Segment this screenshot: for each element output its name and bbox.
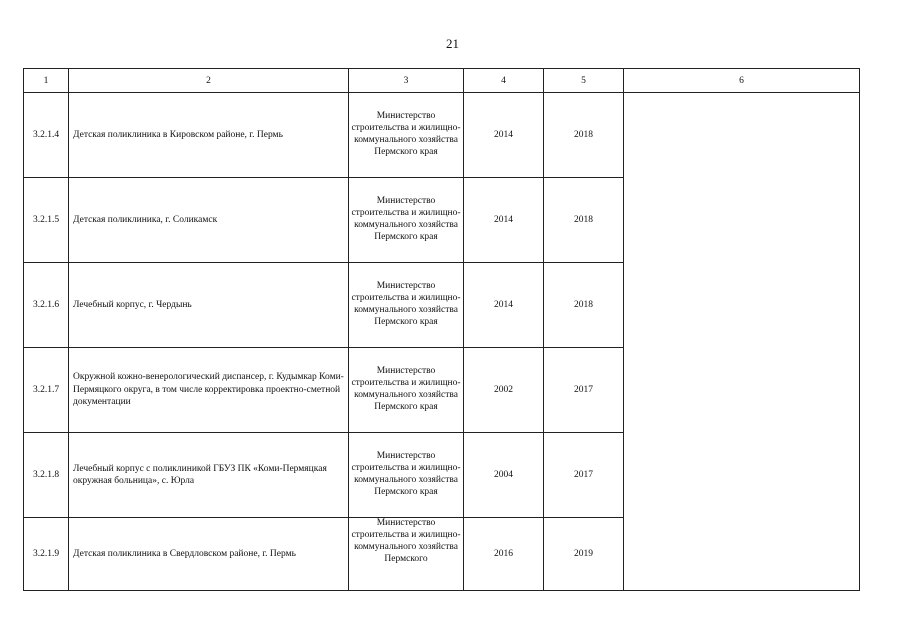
item-number: 3.2.1.4 (24, 93, 69, 178)
item-end-year: 2018 (544, 263, 624, 348)
item-end-year: 2017 (544, 433, 624, 518)
column-header-4: 4 (464, 69, 544, 93)
column-header-5: 5 (544, 69, 624, 93)
item-start-year: 2002 (464, 348, 544, 433)
column-header-3: 3 (349, 69, 464, 93)
item-name: Окружной кожно-венерологический диспансер, г. Кудымкар Коми-Пермяцкого округа, в том числе корректировка проектно-сметной документации (69, 348, 349, 433)
program-table (23, 68, 860, 591)
item-end-year: 2019 (544, 518, 624, 591)
column-6-cell (624, 93, 860, 591)
item-start-year: 2016 (464, 518, 544, 591)
page-number: 21 (446, 36, 459, 51)
item-name: Детская поликлиника в Свердловском районе, г. Пермь (69, 518, 349, 591)
column-header-2: 2 (69, 69, 349, 93)
item-start-year: 2014 (464, 178, 544, 263)
item-name: Лечебный корпус с поликлиникой ГБУЗ ПК «Коми-Пермяцкая окружная больница», с. Юрла (69, 433, 349, 518)
item-number: 3.2.1.5 (24, 178, 69, 263)
item-responsible: Министерство строительства и жилищно-коммунального хозяйства Пермского края (349, 93, 464, 178)
table-row (24, 93, 860, 178)
item-start-year: 2014 (464, 93, 544, 178)
item-name: Детская поликлиника в Кировском районе, г. Пермь (69, 93, 349, 178)
item-end-year: 2018 (544, 93, 624, 178)
item-number: 3.2.1.7 (24, 348, 69, 433)
item-number: 3.2.1.8 (24, 433, 69, 518)
item-responsible: Министерство строительства и жилищно-коммунального хозяйства Пермского (349, 518, 464, 591)
item-responsible: Министерство строительства и жилищно-коммунального хозяйства Пермского края (349, 348, 464, 433)
item-name: Детская поликлиника, г. Соликамск (69, 178, 349, 263)
item-end-year: 2017 (544, 348, 624, 433)
item-responsible: Министерство строительства и жилищно-коммунального хозяйства Пермского края (349, 263, 464, 348)
item-name: Лечебный корпус, г. Чердынь (69, 263, 349, 348)
column-header-1: 1 (24, 69, 69, 93)
item-responsible: Министерство строительства и жилищно-коммунального хозяйства Пермского края (349, 433, 464, 518)
table-header-row (24, 69, 860, 93)
item-number: 3.2.1.9 (24, 518, 69, 591)
column-header-6: 6 (624, 69, 860, 93)
item-end-year: 2018 (544, 178, 624, 263)
item-start-year: 2004 (464, 433, 544, 518)
item-number: 3.2.1.6 (24, 263, 69, 348)
item-responsible: Министерство строительства и жилищно-коммунального хозяйства Пермского края (349, 178, 464, 263)
item-start-year: 2014 (464, 263, 544, 348)
